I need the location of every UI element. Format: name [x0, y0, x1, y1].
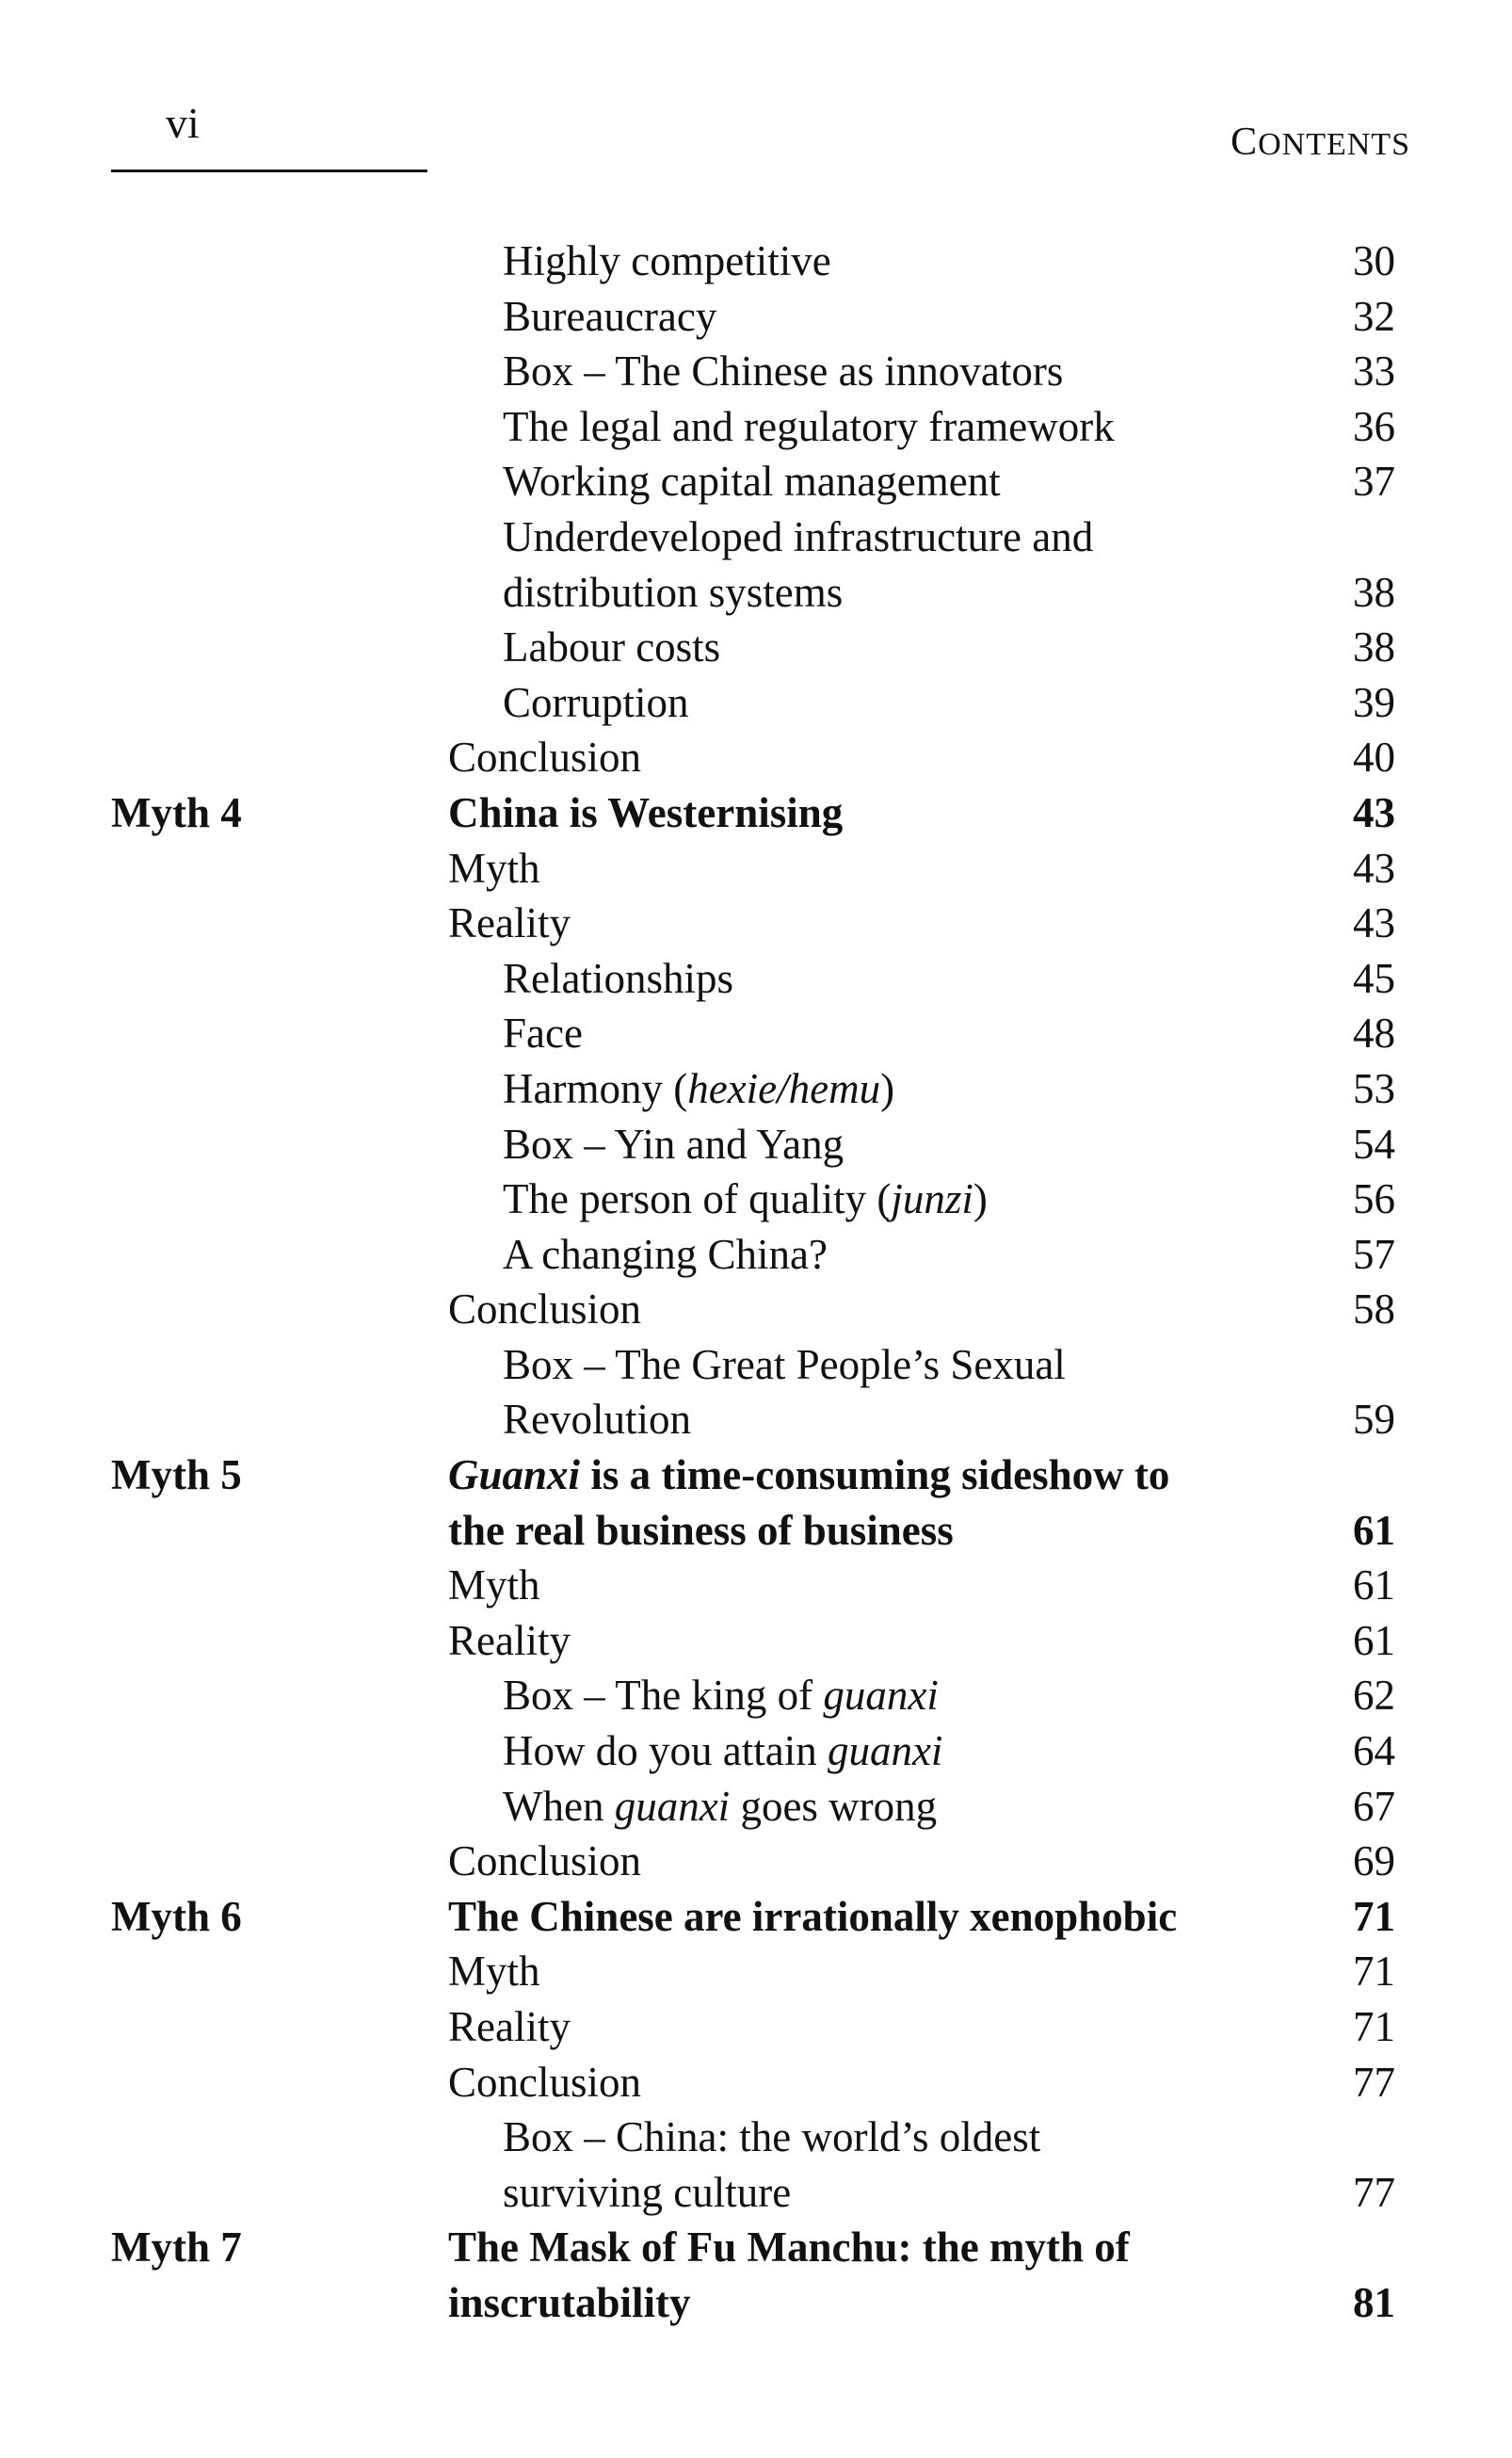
- toc-entry[interactable]: [0, 1006, 1512, 1061]
- entry-title: [503, 1337, 1066, 1393]
- toc-entry[interactable]: [0, 1061, 1512, 1117]
- entry-page-number: 45: [1353, 954, 1395, 1002]
- toc-entry[interactable]: [0, 1668, 1512, 1723]
- toc-entry[interactable]: [0, 289, 1512, 345]
- toc-entry[interactable]: [0, 234, 1512, 289]
- header-rule: [111, 170, 427, 172]
- entry-title-post: goes wrong: [730, 1782, 938, 1830]
- entry-title-italic: junzi: [891, 1175, 973, 1223]
- entry-page-number: 77: [1353, 2168, 1395, 2216]
- entry-title: [503, 454, 1001, 509]
- running-head: [1231, 122, 1410, 162]
- entry-title-pre: Box – The Chinese as innovators: [503, 348, 1064, 396]
- entry-page-number: 48: [1353, 1010, 1395, 1058]
- entry-title-pre: distribution systems: [503, 568, 844, 616]
- myth-label: Myth 6: [111, 1892, 242, 1940]
- entry-title-pre: The legal and regulatory framework: [503, 402, 1115, 450]
- entry-title: [503, 399, 1115, 455]
- entry-title: [448, 1944, 540, 1999]
- entry-title: [448, 2055, 641, 2110]
- toc-entry[interactable]: [0, 1779, 1512, 1835]
- entry-title: [503, 1668, 939, 1723]
- entry-page-number: 39: [1353, 678, 1395, 726]
- entry-page-number: 43: [1353, 788, 1395, 836]
- entry-title: [503, 2165, 791, 2221]
- entry-title: [503, 1117, 844, 1172]
- entry-title-pre: Box – The king of: [503, 1672, 824, 1720]
- entry-title-pre: Revolution: [503, 1396, 691, 1444]
- toc-entry[interactable]: [0, 620, 1512, 675]
- entry-title: [448, 785, 843, 841]
- entry-title: [503, 565, 843, 621]
- entry-page-number: 71: [1353, 1948, 1395, 1996]
- toc-entry[interactable]: [0, 730, 1512, 785]
- toc-entry[interactable]: [0, 2220, 1512, 2275]
- toc-entry[interactable]: [0, 841, 1512, 897]
- entry-page-number: 37: [1353, 458, 1395, 506]
- entry-title-pre: Conclusion: [448, 1837, 642, 1885]
- toc-entry[interactable]: [0, 1337, 1512, 1393]
- running-head-rest: ONTENTS: [1258, 127, 1410, 162]
- entry-title: [503, 1723, 942, 1779]
- toc-entry[interactable]: [0, 1282, 1512, 1337]
- toc-entry[interactable]: [0, 454, 1512, 509]
- entry-title-pre: Box – Yin and Yang: [503, 1120, 844, 1168]
- entry-page-number: 36: [1353, 402, 1395, 450]
- entry-title-pre: inscrutability: [448, 2278, 691, 2326]
- entry-title-pre: The Chinese are irrationally xenophobic: [448, 1892, 1178, 1940]
- entry-title: [503, 344, 1063, 399]
- toc-entry[interactable]: [0, 1889, 1512, 1945]
- entry-page-number: 59: [1353, 1396, 1395, 1444]
- entry-title: [448, 1834, 641, 1889]
- entry-title-pre: Conclusion: [448, 2058, 642, 2106]
- entry-title-pre: The person of quality (: [503, 1175, 892, 1223]
- entry-page-number: 69: [1353, 1837, 1395, 1885]
- toc-entry[interactable]: [0, 1613, 1512, 1669]
- myth-label: Myth 5: [111, 1451, 242, 1499]
- entry-title-pre: Reality: [448, 2003, 571, 2050]
- entry-title: [503, 234, 831, 289]
- toc-entry[interactable]: [0, 1227, 1512, 1283]
- entry-title-close: ): [973, 1175, 988, 1223]
- toc-entry[interactable]: [0, 1944, 1512, 1999]
- entry-page-number: 43: [1353, 899, 1395, 947]
- entry-title-pre: China is Westernising: [448, 788, 844, 836]
- entry-page-number: 38: [1353, 568, 1395, 616]
- table-of-contents: [0, 234, 1512, 2331]
- entry-page-number: 61: [1353, 1616, 1395, 1664]
- myth-label: Myth 7: [111, 2224, 242, 2272]
- entry-page-number: 71: [1353, 1892, 1395, 1940]
- entry-title: [448, 1889, 1177, 1945]
- toc-entry[interactable]: [0, 1117, 1512, 1172]
- entry-page-number: 81: [1353, 2278, 1395, 2326]
- entry-page-number: 56: [1353, 1175, 1395, 1223]
- entry-title: [448, 1447, 1169, 1503]
- entry-title: [448, 730, 641, 785]
- entry-title-post: is a time-consuming sideshow to: [580, 1451, 1170, 1499]
- entry-page-number: 64: [1353, 1727, 1395, 1775]
- entry-page-number: 30: [1353, 237, 1395, 284]
- entry-title: [503, 951, 733, 1007]
- entry-title-pre: Reality: [448, 1616, 571, 1664]
- toc-entry[interactable]: [0, 1447, 1512, 1503]
- entry-title: [448, 1503, 954, 1559]
- entry-page-number: 32: [1353, 292, 1395, 340]
- toc-entry[interactable]: [0, 509, 1512, 565]
- toc-entry[interactable]: [0, 1503, 1512, 1559]
- entry-page-number: 53: [1353, 1064, 1395, 1112]
- entry-title-pre: The Mask of Fu Manchu: the myth of: [448, 2224, 1130, 2272]
- entry-title-pre: Conclusion: [448, 734, 642, 782]
- toc-entry[interactable]: [0, 951, 1512, 1007]
- entry-title: [503, 1061, 894, 1117]
- entry-page-number: 38: [1353, 623, 1395, 671]
- toc-entry[interactable]: [0, 1392, 1512, 1447]
- entry-title: [448, 1558, 540, 1613]
- entry-title-pre: How do you attain: [503, 1727, 828, 1775]
- entry-title: [448, 2275, 691, 2331]
- entry-title-italic: guanxi: [823, 1672, 939, 1720]
- toc-entry[interactable]: [0, 675, 1512, 731]
- entry-title-pre: Bureaucracy: [503, 292, 717, 340]
- toc-entry[interactable]: [0, 2110, 1512, 2165]
- entry-title: [448, 1282, 641, 1337]
- entry-title-pre: Reality: [448, 899, 571, 947]
- entry-title: [448, 841, 540, 897]
- toc-entry[interactable]: [0, 565, 1512, 621]
- entry-title-pre: Harmony (: [503, 1064, 688, 1112]
- entry-page-number: 71: [1353, 2003, 1395, 2050]
- entry-title-pre: Conclusion: [448, 1286, 642, 1334]
- entry-title: [503, 1172, 988, 1227]
- entry-title: [503, 1227, 828, 1283]
- entry-title: [503, 289, 716, 345]
- entry-title-pre: Face: [503, 1010, 583, 1058]
- entry-page-number: 40: [1353, 734, 1395, 782]
- entry-title-pre: surviving culture: [503, 2168, 792, 2216]
- entry-title: [503, 2110, 1040, 2165]
- toc-entry[interactable]: [0, 1834, 1512, 1889]
- entry-page-number: 33: [1353, 348, 1395, 396]
- entry-title-pre: Corruption: [503, 678, 689, 726]
- entry-title: [448, 1613, 571, 1669]
- toc-entry[interactable]: [0, 2055, 1512, 2110]
- entry-title: [448, 896, 571, 951]
- toc-entry[interactable]: [0, 2275, 1512, 2331]
- entry-title-pre: When: [503, 1782, 615, 1830]
- entry-title: [503, 1779, 937, 1835]
- entry-title-italic: hexie/hemu: [687, 1064, 881, 1112]
- entry-title: [503, 1392, 691, 1447]
- entry-page-number: 43: [1353, 844, 1395, 892]
- entry-title-pre: Relationships: [503, 954, 733, 1002]
- entry-title-pre: Myth: [448, 1948, 540, 1996]
- entry-title: [503, 620, 720, 675]
- entry-title: [448, 1999, 571, 2055]
- toc-entry[interactable]: [0, 1558, 1512, 1613]
- entry-title-pre: A changing China?: [503, 1230, 828, 1278]
- entry-page-number: 67: [1353, 1782, 1395, 1830]
- toc-entry[interactable]: [0, 1999, 1512, 2055]
- entry-page-number: 57: [1353, 1230, 1395, 1278]
- toc-entry[interactable]: [0, 1172, 1512, 1227]
- entry-title: [503, 675, 689, 731]
- entry-page-number: 61: [1353, 1506, 1395, 1554]
- entry-page-number: 62: [1353, 1672, 1395, 1720]
- toc-entry[interactable]: [0, 344, 1512, 399]
- entry-title-close: ): [880, 1064, 895, 1112]
- entry-title-pre: Box – The Great People’s Sexual: [503, 1340, 1066, 1388]
- entry-title-pre: Working capital management: [503, 458, 1001, 506]
- entry-page-number: 58: [1353, 1286, 1395, 1334]
- entry-title-pre: Highly competitive: [503, 237, 831, 284]
- myth-label: Myth 4: [111, 788, 242, 836]
- toc-entry[interactable]: [0, 896, 1512, 951]
- entry-title: [503, 1006, 583, 1061]
- page-number: vi: [166, 99, 200, 147]
- running-head-initial: C: [1231, 121, 1259, 164]
- entry-title-italic: guanxi: [614, 1782, 731, 1830]
- toc-entry[interactable]: [0, 1723, 1512, 1779]
- toc-entry[interactable]: [0, 785, 1512, 841]
- toc-entry[interactable]: [0, 399, 1512, 455]
- entry-title-italic: Guanxi: [448, 1451, 581, 1499]
- entry-title-italic: guanxi: [827, 1727, 943, 1775]
- entry-title-pre: Labour costs: [503, 623, 721, 671]
- entry-title-pre: Myth: [448, 844, 540, 892]
- entry-page-number: 77: [1353, 2058, 1395, 2106]
- entry-title: [503, 509, 1093, 565]
- entry-title-pre: Box – China: the world’s oldest: [503, 2113, 1041, 2161]
- entry-page-number: 61: [1353, 1561, 1395, 1609]
- entry-title: [448, 2220, 1130, 2275]
- entry-page-number: 54: [1353, 1120, 1395, 1168]
- entry-title-pre: Underdeveloped infrastructure and: [503, 512, 1094, 560]
- entry-title-pre: Myth: [448, 1561, 540, 1609]
- entry-title-pre: the real business of business: [448, 1506, 954, 1554]
- toc-entry[interactable]: [0, 2165, 1512, 2221]
